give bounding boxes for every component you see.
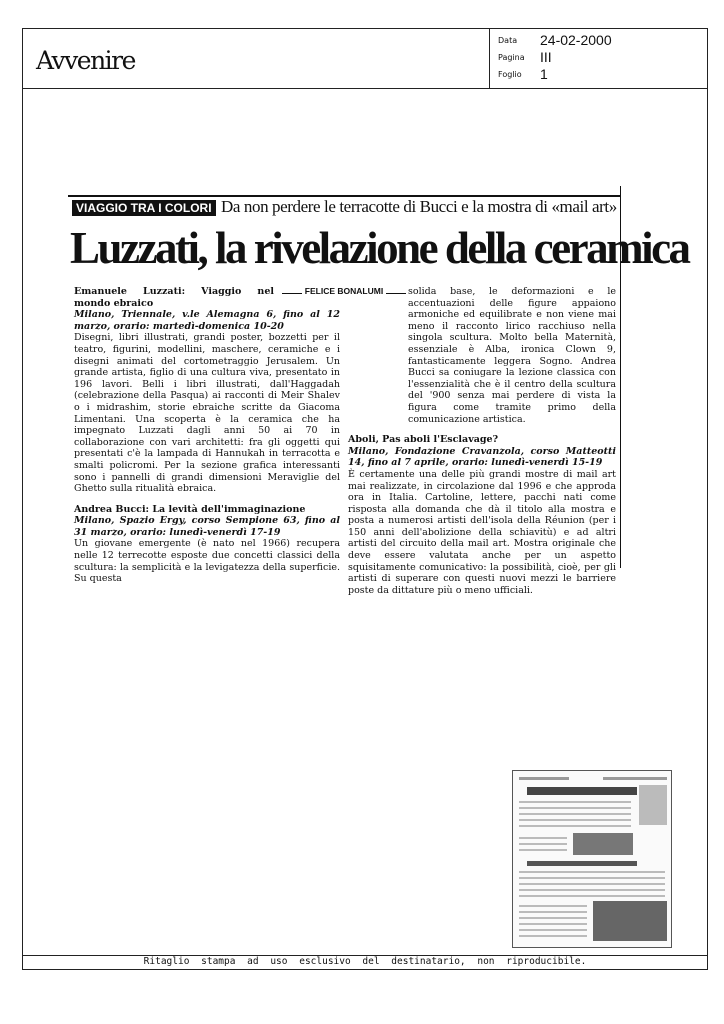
page-thumbnail [512, 770, 672, 948]
section-body: Disegni, libri illustrati, grandi poster, bozzetti per il teatro, figurini, modellini, maschere, ceramiche e i disegni animati del cortometraggio Jerusalem. Un grande artista, figlio di una cultura viva, presentato in 196 lavori. Belli i libri illustrati, dall'Haggadah (celebrazione della Pasqua) ai racconti di Meir Shalev o i midrashim, storie ebraiche scritte da Giacoma Limentani. Una scoperta è la ceramica che ha impegnato Luzzati dagli anni 50 ai 70 in collaborazione con vari architetti: fra gli oggetti qui presentati c'è la lampada di Hannukah in terracotta e smalti policromi. Per la sezione grafica interessanti sono i pannelli di grandi dimensioni Meraviglie del Ghetto sulla ritualità ebraica. [74, 332, 340, 495]
footer-notice: Ritaglio stampa ad uso esclusivo del destinatario, non riproducibile. [143, 956, 587, 967]
article-column-2 [348, 286, 616, 596]
date-value: 24-02-2000 [540, 32, 612, 48]
article-headline: Luzzati, la rivelazione della ceramica [70, 223, 689, 273]
sheet-value: 1 [540, 66, 548, 82]
section-body-part: Un giovane emergente (è nato nel 1966) recupera nelle 12 terrecotte esposte due concetti classici della scultura: la semplicità e la levigatezza della superficie. Su questa [74, 538, 340, 585]
section-info: Milano, Triennale, v.le Alemagna 6, fino al 12 marzo, orario: martedì-domenica 10-20 [74, 309, 340, 332]
masthead-logo: Avvenire [36, 46, 135, 75]
date-label: Data [498, 36, 518, 45]
sheet-label: Foglio [498, 70, 522, 79]
section-title: Aboli, Pas aboli l'Esclavage? [348, 434, 499, 446]
article-kicker: VIAGGIO TRA I COLORI [72, 200, 216, 216]
author-name: FELICE BONALUMI [302, 286, 386, 296]
section-body: È certamente una delle più grandi mostre di mail art mai realizzate, in circolazione dal 1996 e che approda ora in Italia. Cartoline, lettere, pacchi nati come risposta alla domanda che dà il titolo alla mostra e posta a numerosi artisti dell'isola della Réunion (per i 150 anni dell'abolizione della schiavitù) e ad altri artisti del circuito della mail art. Mostra originale che deve essere valutata anche per un aspetto squisitamente comunicativo: la possibilità, cioè, per gli artisti di superare con questi nuovi mezzi le barriere poste da dittature più o meno ufficiali. [348, 468, 616, 596]
section-info: Milano, Spazio Ergy, corso Sempione 63, fino al 31 marzo, orario: lunedì-venerdì 17-19 [74, 515, 340, 538]
section-title: Andrea Bucci: La levità dell'immaginazione [74, 503, 306, 515]
page-value: III [540, 49, 552, 65]
section-body-continued: solida base, le deformazioni e le accentuazioni delle figure appaiono armoniche ed equilibrate e non viene mai meno il racconto lirico racchiuso nella singola scultura. Molto bella Maternità, essenziale è Alba, ironica Clown 9, fantasticamente leggera Sogno. Andrea Bucci sa coniugare la lezione classica con l'essenzialità che è il centro della scultura del '900 senza mai perdere di vista la figura come tramite primo della comunicazione artistica. [408, 286, 616, 425]
header-column-divider [489, 28, 490, 88]
article-right-rule [620, 186, 621, 568]
section-title: Emanuele Luzzati: Viaggio nel mondo ebraico [74, 286, 274, 309]
page-label: Pagina [498, 53, 525, 62]
article-column-1 [74, 286, 340, 585]
header-divider [22, 88, 708, 89]
article-subtitle: Da non perdere le terracotte di Bucci e la mostra di «mail art» [221, 197, 617, 216]
section-info: Milano, Fondazione Cravanzola, corso Matteotti 14, fino al 7 aprile, orario: lunedì-venerdì 15-19 [348, 445, 616, 469]
